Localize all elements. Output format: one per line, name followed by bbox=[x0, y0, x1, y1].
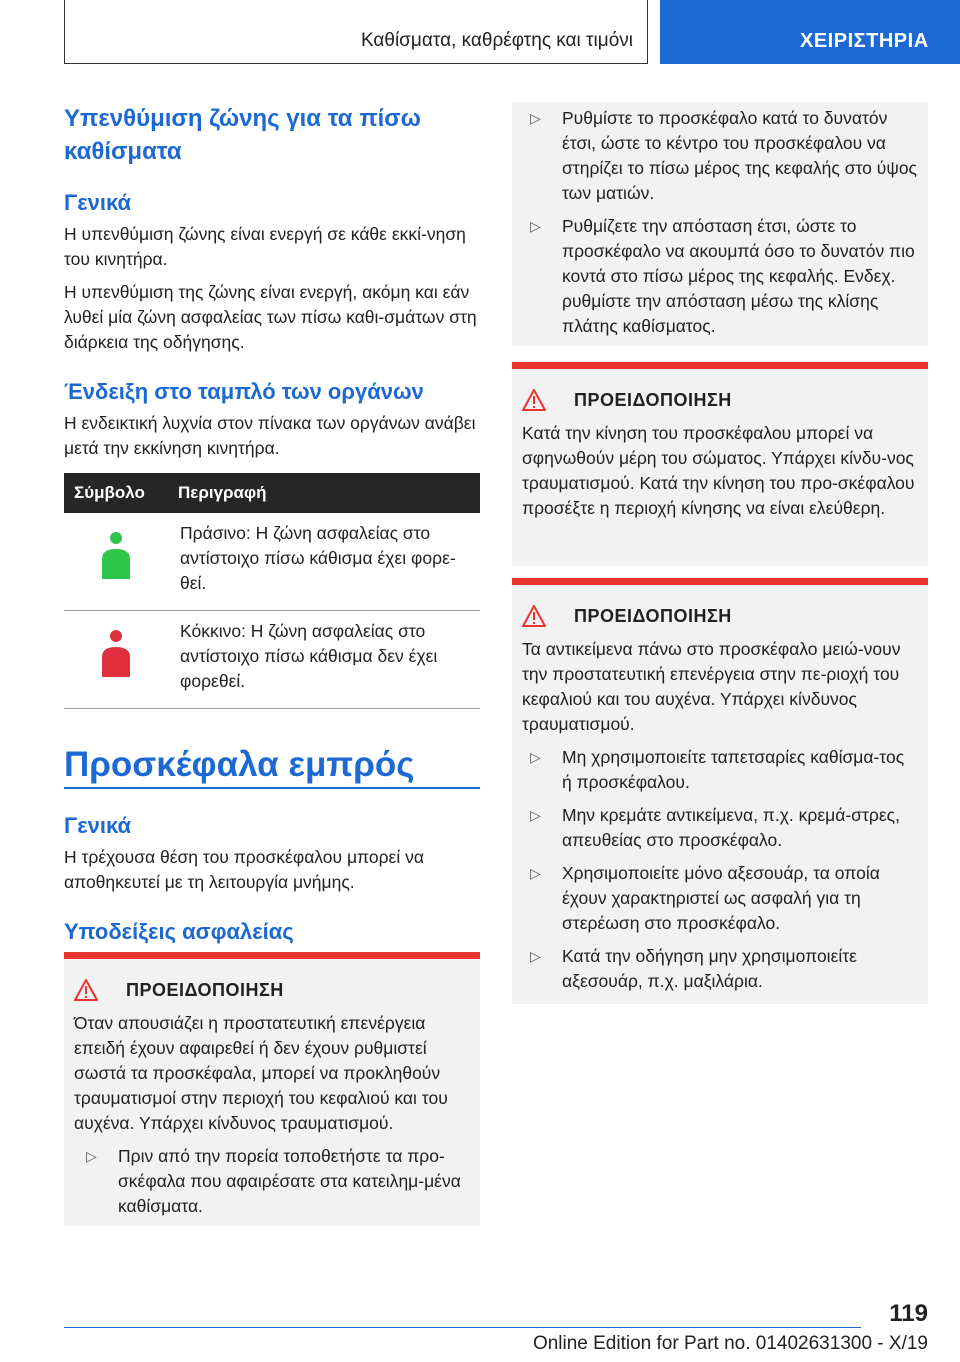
warning-header bbox=[522, 389, 918, 411]
adjust-tips-box bbox=[512, 102, 928, 346]
person-seat-icon-red bbox=[99, 629, 133, 679]
heading-underline bbox=[64, 787, 480, 789]
section-title: ΧΕΙΡΙΣΤΗΡΙΑ bbox=[800, 30, 929, 52]
para-general-1a: Η υπενθύμιση ζώνης είναι ενεργή σε κάθε εκκί-νηση του κινητήρα. bbox=[64, 224, 466, 269]
warning-text: Όταν απουσιάζει η προστατευτική επενέργεια επειδή έχουν αφαιρεθεί ή δεν έχουν ρυθμιστεί σωστά τα προσκέφαλα, μπορεί να προκληθούν τραυματισμοί στην περιοχή του κεφαλιού και του αυχένα. Υπάρχει κίνδυνος τραυματισμού. bbox=[74, 1013, 448, 1133]
warning-header bbox=[522, 605, 918, 627]
warning-box-2 bbox=[512, 362, 928, 566]
list-item bbox=[522, 745, 918, 795]
bullet-marker: ▷ bbox=[530, 218, 541, 234]
list-item-text: Μην κρεμάτε αντικείμενα, π.χ. κρεμά-στρες, απευθείας στο προσκέφαλο. bbox=[562, 805, 900, 850]
para-general-1b: Η υπενθύμιση της ζώνης είναι ενεργή, ακόμη και εάν λυθεί μία ζώνη ασφαλείας των πίσω καθι-σμάτων στη διάρκεια της οδήγησης. bbox=[64, 282, 477, 352]
table-header-description: Περιγραφή bbox=[168, 473, 480, 513]
symbol-table bbox=[64, 473, 480, 709]
list-item-text: Πριν από την πορεία τοποθετήστε τα προ-σκέφαλα που αφαιρέσατε στα κατειλημ-μένα καθίσματα. bbox=[118, 1146, 461, 1216]
warning-title: ΠΡΟΕΙΔΟΠΟΙΗΣΗ bbox=[126, 979, 284, 1000]
warning-title: ΠΡΟΕΙΔΟΠΟΙΗΣΗ bbox=[574, 389, 732, 410]
warning-header bbox=[74, 979, 470, 1001]
warning-box-1 bbox=[64, 952, 480, 1226]
table-header-symbol: Σύμβολο bbox=[64, 473, 168, 513]
table-cell-description: Πράσινο: Η ζώνη ασφαλείας στο αντίστοιχο πίσω κάθισμα έχει φορε-θεί. bbox=[168, 513, 480, 611]
bullet-marker: ▷ bbox=[530, 948, 541, 964]
heading-rear-belt-reminder: Υπενθύμιση ζώνης για τα πίσω καθίσματα bbox=[64, 105, 421, 165]
list-item bbox=[522, 803, 918, 853]
table-cell-description: Κόκκινο: Η ζώνη ασφαλείας στο αντίστοιχο πίσω κάθισμα δεν έχει φορεθεί. bbox=[168, 611, 480, 709]
edition-line: Online Edition for Part no. 01402631300 - X/19 bbox=[532, 1333, 928, 1354]
bullet-marker: ▷ bbox=[530, 749, 541, 765]
heading-front-headrests: Προσκέφαλα εμπρός bbox=[64, 745, 415, 784]
list-item-text: Μη χρησιμοποιείτε ταπετσαρίες καθίσμα-τος ή προσκέφαλου. bbox=[562, 747, 905, 792]
table-row bbox=[64, 611, 480, 709]
header-chapter-box bbox=[64, 0, 648, 64]
para-general-2: Η τρέχουσα θέση του προσκέφαλου μπορεί να αποθηκευτεί με τη λειτουργία μνήμης. bbox=[64, 847, 424, 892]
header-section-tab bbox=[660, 0, 960, 64]
bullet-marker: ▷ bbox=[530, 807, 541, 823]
heading-general-2: Γενικά bbox=[64, 813, 132, 838]
list-item bbox=[74, 1144, 470, 1219]
table-row bbox=[64, 513, 480, 611]
list-item-text: Ρυθμίστε το προσκέφαλο κατά το δυνατόν έτσι, ώστε το κέντρο του προσκέφαλου να στηρίζει το πίσω μέρος της κεφαλής στο ύψος των ματιών. bbox=[562, 108, 917, 203]
list-item-text: Χρησιμοποιείτε μόνο αξεσουάρ, τα οποία έχουν χαρακτηριστεί ως ασφαλή για τη στερέωση στο προσκέφαλο. bbox=[562, 863, 880, 933]
warning-triangle-icon bbox=[74, 979, 98, 1001]
left-column bbox=[64, 102, 480, 947]
person-seat-icon-green bbox=[99, 531, 133, 581]
warning-text: Κατά την κίνηση του προσκέφαλου μπορεί να σφηνωθούν μέρη του σώματος. Υπάρχει κίνδυ-νος τραυματισμού. Κατά την κίνηση του προ-σκέφαλου προσέξτε η περιοχή κίνησης να είναι ελεύθερη. bbox=[522, 423, 915, 518]
list-item bbox=[522, 106, 918, 206]
table-cell-symbol bbox=[64, 513, 168, 611]
page-number: 119 bbox=[889, 1300, 928, 1327]
chapter-title: Καθίσματα, καθρέφτης και τιμόνι bbox=[360, 30, 633, 51]
warning-box-3 bbox=[512, 578, 928, 1004]
para-instrument-display: Η ενδεικτική λυχνία στον πίνακα των οργάνων ανάβει μετά την εκκίνηση κινητήρα. bbox=[64, 413, 476, 458]
footer-rule bbox=[64, 1327, 861, 1328]
bullet-marker: ▷ bbox=[86, 1148, 97, 1164]
warning-triangle-icon bbox=[522, 605, 546, 627]
heading-general-1: Γενικά bbox=[64, 190, 132, 215]
warning-bar bbox=[512, 362, 928, 369]
bullet-marker: ▷ bbox=[530, 865, 541, 881]
warning-triangle-icon bbox=[522, 389, 546, 411]
heading-instrument-display: Ένδειξη στο ταμπλό των οργάνων bbox=[64, 379, 424, 404]
list-item bbox=[522, 944, 918, 994]
list-item bbox=[522, 214, 918, 339]
list-item bbox=[522, 861, 918, 936]
warning-title: ΠΡΟΕΙΔΟΠΟΙΗΣΗ bbox=[574, 605, 732, 626]
warning-text: Τα αντικείμενα πάνω στο προσκέφαλο μειώ-νουν την προστατευτική επενέργεια στην πε-ριοχή του κεφαλιού και του αυχένα. Υπάρχει κίνδυνος τραυματισμού. bbox=[522, 639, 901, 734]
heading-safety-notes: Υποδείξεις ασφαλείας bbox=[64, 919, 294, 944]
warning-bar bbox=[512, 578, 928, 585]
table-cell-symbol bbox=[64, 611, 168, 709]
bullet-marker: ▷ bbox=[530, 110, 541, 126]
list-item-text: Κατά την οδήγηση μην χρησιμοποιείτε αξεσουάρ, π.χ. μαξιλάρια. bbox=[562, 946, 857, 991]
warning-bar bbox=[64, 952, 480, 959]
list-item-text: Ρυθμίζετε την απόσταση έτσι, ώστε το προσκέφαλο να ακουμπά όσο το δυνατόν πιο κοντά στο πίσω μέρος της κεφαλής. Ενδεχ. ρυθμίστε την απόσταση μέσω της κλίσης πλάτης καθίσματος. bbox=[562, 216, 915, 336]
